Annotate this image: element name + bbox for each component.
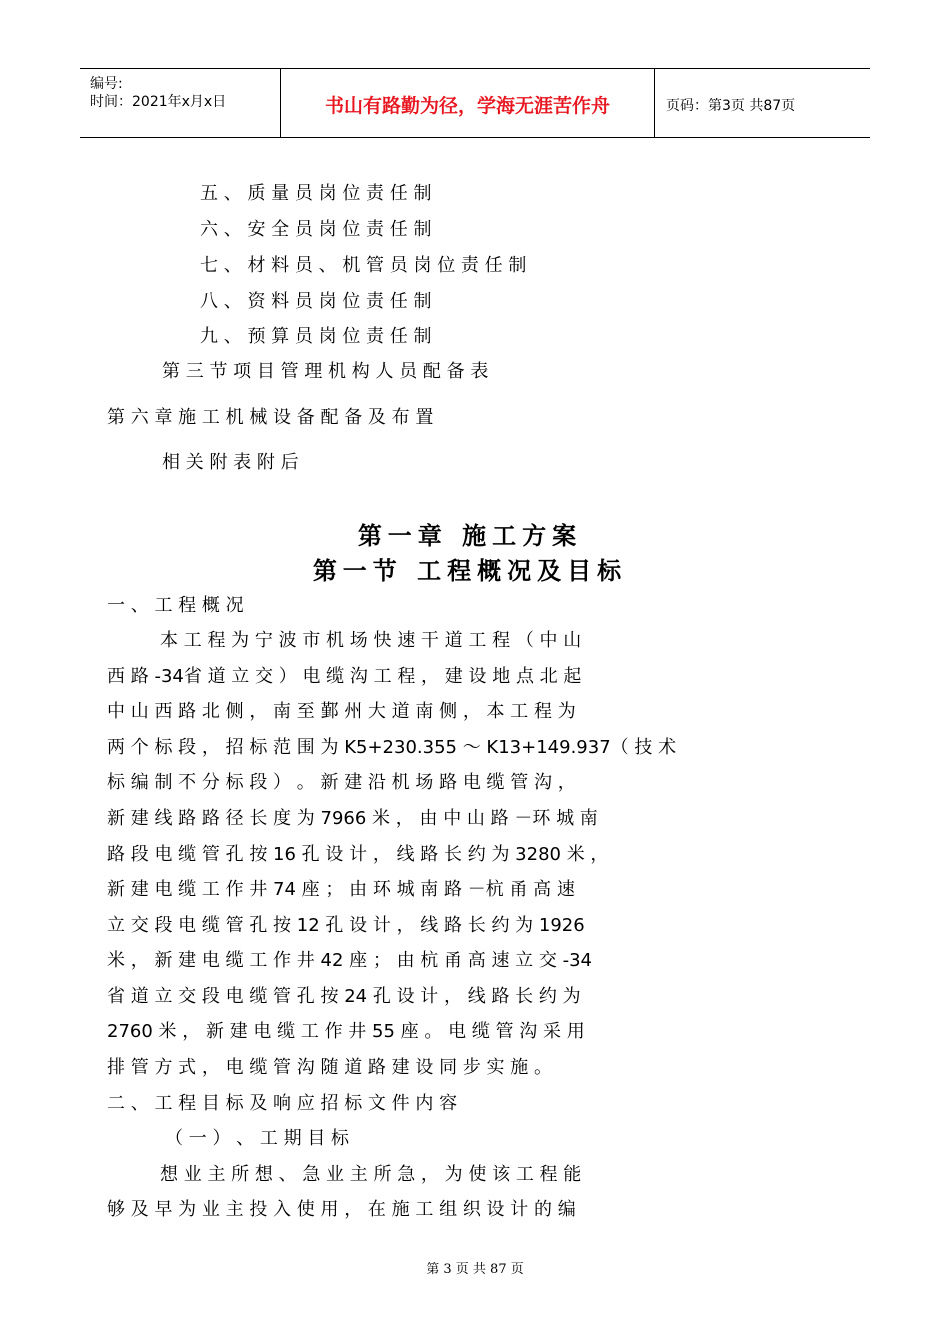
paragraph-line: 新 建 线 路 路 径 长 度 为 7966 米 ， 由 中 山 路 －环 城 南 [107,808,598,829]
paragraph-line: 立 交 段 电 缆 管 孔 按 12 孔 设 计 ， 线 路 长 约 为 1926 [107,915,585,936]
toc-item: 八 、 资 料 员 岗 位 责 任 制 [200,291,432,312]
motto: 书山有路勤为径，学海无涯苦作舟 [324,95,610,117]
heading-overview: 一 、 工 程 概 况 [107,595,244,616]
toc-item: 六 、 安 全 员 岗 位 责 任 制 [200,219,432,240]
paragraph-line: 本 工 程 为 宁 波 市 机 场 快 速 干 道 工 程 （ 中 山 [160,630,582,651]
toc-item: 七 、 材 料 员 、 机 管 员 岗 位 责 任 制 [200,255,527,276]
header-left-cell [80,69,280,137]
paragraph-line: 够 及 早 为 业 主 投 入 使 用 ， 在 施 工 组 织 设 计 的 编 [107,1199,576,1220]
toc-appendix: 相 关 附 表 附 后 [162,452,299,473]
paragraph-line: 2760 米 ， 新 建 电 缆 工 作 井 55 座 。 电 缆 管 沟 采 用 [107,1021,585,1042]
toc-item: 九 、 预 算 员 岗 位 责 任 制 [200,326,432,347]
heading-targets: 二 、 工 程 目 标 及 响 应 招 标 文 件 内 容 [107,1093,458,1114]
paragraph-line: 两 个 标 段 ， 招 标 范 围 为 K5+230.355 ～ K13+149.937（ 技 术 [107,737,677,758]
subheading-schedule: （ 一 ） 、 工 期 目 标 [165,1128,350,1149]
page-info: 页码：第3页 共87页 [666,98,796,114]
paragraph-line: 省 道 立 交 段 电 缆 管 孔 按 24 孔 设 计 ， 线 路 长 约 为 [107,986,581,1007]
header-right-cell [654,69,870,137]
page-header [80,68,870,138]
time-label: 时间：2021年x月x日 [90,94,227,110]
paragraph-line: 标 编 制 不 分 标 段 ） 。 新 建 沿 机 场 路 电 缆 管 沟 ， [107,772,576,793]
paragraph-line: 中 山 西 路 北 侧 ， 南 至 鄞 州 大 道 南 侧 ， 本 工 程 为 [107,701,576,722]
paragraph-line: 新 建 电 缆 工 作 井 74 座 ； 由 环 城 南 路 －杭 甬 高 速 [107,879,575,900]
toc-item: 五 、 质 量 员 岗 位 责 任 制 [200,183,432,204]
paragraph-line: 排 管 方 式 ， 电 缆 管 沟 随 道 路 建 设 同 步 实 施 。 [107,1057,552,1078]
toc-chapter6: 第 六 章 施 工 机 械 设 备 配 备 及 布 置 [107,407,434,428]
page-footer: 第 3 页 共 87 页 [426,1262,524,1277]
paragraph-line: 想 业 主 所 想 、 急 业 主 所 急 ， 为 使 该 工 程 能 [160,1164,582,1185]
paragraph-line: 西 路 -34省 道 立 交 ） 电 缆 沟 工 程 ， 建 设 地 点 北 起 [107,666,582,687]
header-motto-cell [280,69,655,137]
number-label: 编号: [90,76,123,92]
paragraph-line: 米 ， 新 建 电 缆 工 作 井 42 座 ； 由 杭 甬 高 速 立 交 -34 [107,950,593,971]
chapter-title: 第一章 施工方案 [357,522,583,550]
toc-section3: 第 三 节 项 目 管 理 机 构 人 员 配 备 表 [162,361,489,382]
paragraph-line: 路 段 电 缆 管 孔 按 16 孔 设 计 ， 线 路 长 约 为 3280 米 ， [107,844,609,865]
section-title: 第一节 工程概况及目标 [312,557,628,585]
